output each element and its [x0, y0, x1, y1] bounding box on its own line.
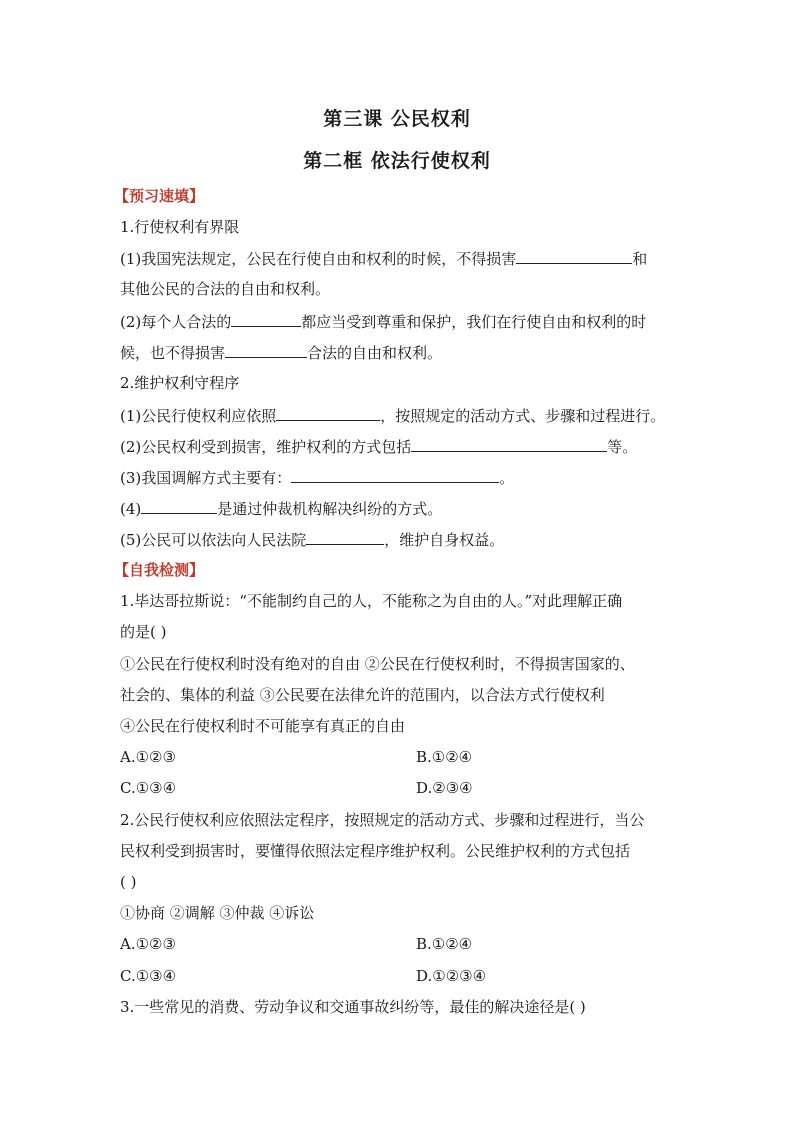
blank-field[interactable] — [276, 404, 380, 421]
s1-q2-text-d: 合法的自由和权利。 — [307, 344, 443, 362]
s2-q5-text-b: ，维护自身权益。 — [384, 531, 505, 549]
q2-stem-line2: 民权利受到损害时，要懂得依照法定程序维护权利。公民维护权利的方式包括 — [120, 842, 631, 860]
s2-q1-text-b: ，按照规定的活动方式、步骤和过程进行。 — [380, 407, 666, 425]
q1-stem-line2: 的是( ) — [120, 623, 167, 641]
s2-q4-text-b: 是通过仲裁机构解决纠纷的方式。 — [217, 500, 443, 518]
q2-option-d[interactable]: D.①②③④ — [416, 967, 487, 985]
s2-q5-text-a: (5)公民可以依法向人民法院 — [120, 531, 307, 549]
q1-statement-line2: 社会的、集体的利益 ③公民要在法律允许的范围内，以合法方式行使权利 — [120, 686, 605, 704]
q3-stem-line1: 3.一些常见的消费、劳动争议和交通事故纠纷等，最佳的解决途径是( ) — [120, 998, 586, 1016]
s2-q5-line — [120, 528, 504, 551]
s1-heading: 1.行使权利有界限 — [120, 218, 240, 236]
q2-option-c[interactable]: C.①③④ — [120, 967, 177, 985]
s1-q2-continuation — [120, 341, 442, 364]
blank-field[interactable] — [141, 497, 217, 514]
s2-q2-text-a: (2)公民权利受到损害，维护权利的方式包括 — [120, 438, 412, 456]
s2-q2-line — [120, 435, 637, 458]
selfcheck-section-header: 【自我检测】 — [114, 561, 205, 579]
frame-title: 第二框 依法行使权利 — [303, 150, 491, 172]
s2-heading: 2.维护权利守程序 — [120, 374, 240, 392]
s2-q3-line — [120, 466, 514, 489]
s1-q2-text-b: 都应当受到尊重和保护，我们在行使自由和权利的时 — [301, 313, 647, 331]
s2-q4-text-a: (4) — [120, 500, 142, 518]
blank-field[interactable] — [411, 435, 607, 452]
s2-q3-text-b: 。 — [499, 469, 515, 487]
s1-q2-line — [120, 310, 646, 333]
blank-field[interactable] — [291, 466, 499, 483]
q1-option-c[interactable]: C.①③④ — [120, 779, 177, 797]
s1-q1-text-a: (1)我国宪法规定，公民在行使自由和权利的时候，不得损害 — [120, 250, 517, 268]
s2-q4-line — [120, 497, 442, 520]
q1-statement-line3: ④公民在行使权利时不可能享有真正的自由 — [120, 717, 406, 735]
s1-q1-continuation: 其他公民的合法的自由和权利。 — [120, 280, 331, 298]
q1-stem-line1: 1.毕达哥拉斯说：“不能制约自己的人，不能称之为自由的人。”对此理解正确 — [120, 592, 623, 610]
s2-q2-text-b: 等。 — [607, 438, 638, 456]
blank-field[interactable] — [516, 247, 632, 264]
q1-option-a[interactable]: A.①②③ — [120, 748, 176, 766]
lesson-title: 第三课 公民权利 — [323, 108, 471, 130]
s1-q1-text-b: 和 — [632, 250, 648, 268]
q2-option-a[interactable]: A.①②③ — [120, 935, 176, 953]
q1-statement-line1: ①公民在行使权利时没有绝对的自由 ②公民在行使权利时，不得损害国家的、 — [120, 655, 635, 673]
q2-option-b[interactable]: B.①②④ — [416, 935, 473, 953]
q2-stem-line1: 2.公民行使权利应依照法定程序，按照规定的活动方式、步骤和过程进行，当公 — [120, 811, 645, 829]
blank-field[interactable] — [225, 341, 307, 358]
q2-stem-line3: ( ) — [120, 873, 137, 891]
q1-option-b[interactable]: B.①②④ — [416, 748, 473, 766]
s2-q1-line — [120, 404, 665, 427]
q2-statements: ①协商 ②调解 ③仲裁 ④诉讼 — [120, 904, 315, 922]
blank-field[interactable] — [306, 528, 384, 545]
blank-field[interactable] — [231, 310, 301, 327]
s1-q2-text-a: (2)每个人合法的 — [120, 313, 232, 331]
s2-q3-text-a: (3)我国调解方式主要有： — [120, 469, 292, 487]
s2-q1-text-a: (1)公民行使权利应依照 — [120, 407, 277, 425]
q1-option-d[interactable]: D.②③④ — [416, 779, 473, 797]
preview-section-header: 【预习速填】 — [114, 187, 205, 205]
s1-q1-line — [120, 247, 647, 270]
s1-q2-text-c: 候，也不得损害 — [120, 344, 226, 362]
